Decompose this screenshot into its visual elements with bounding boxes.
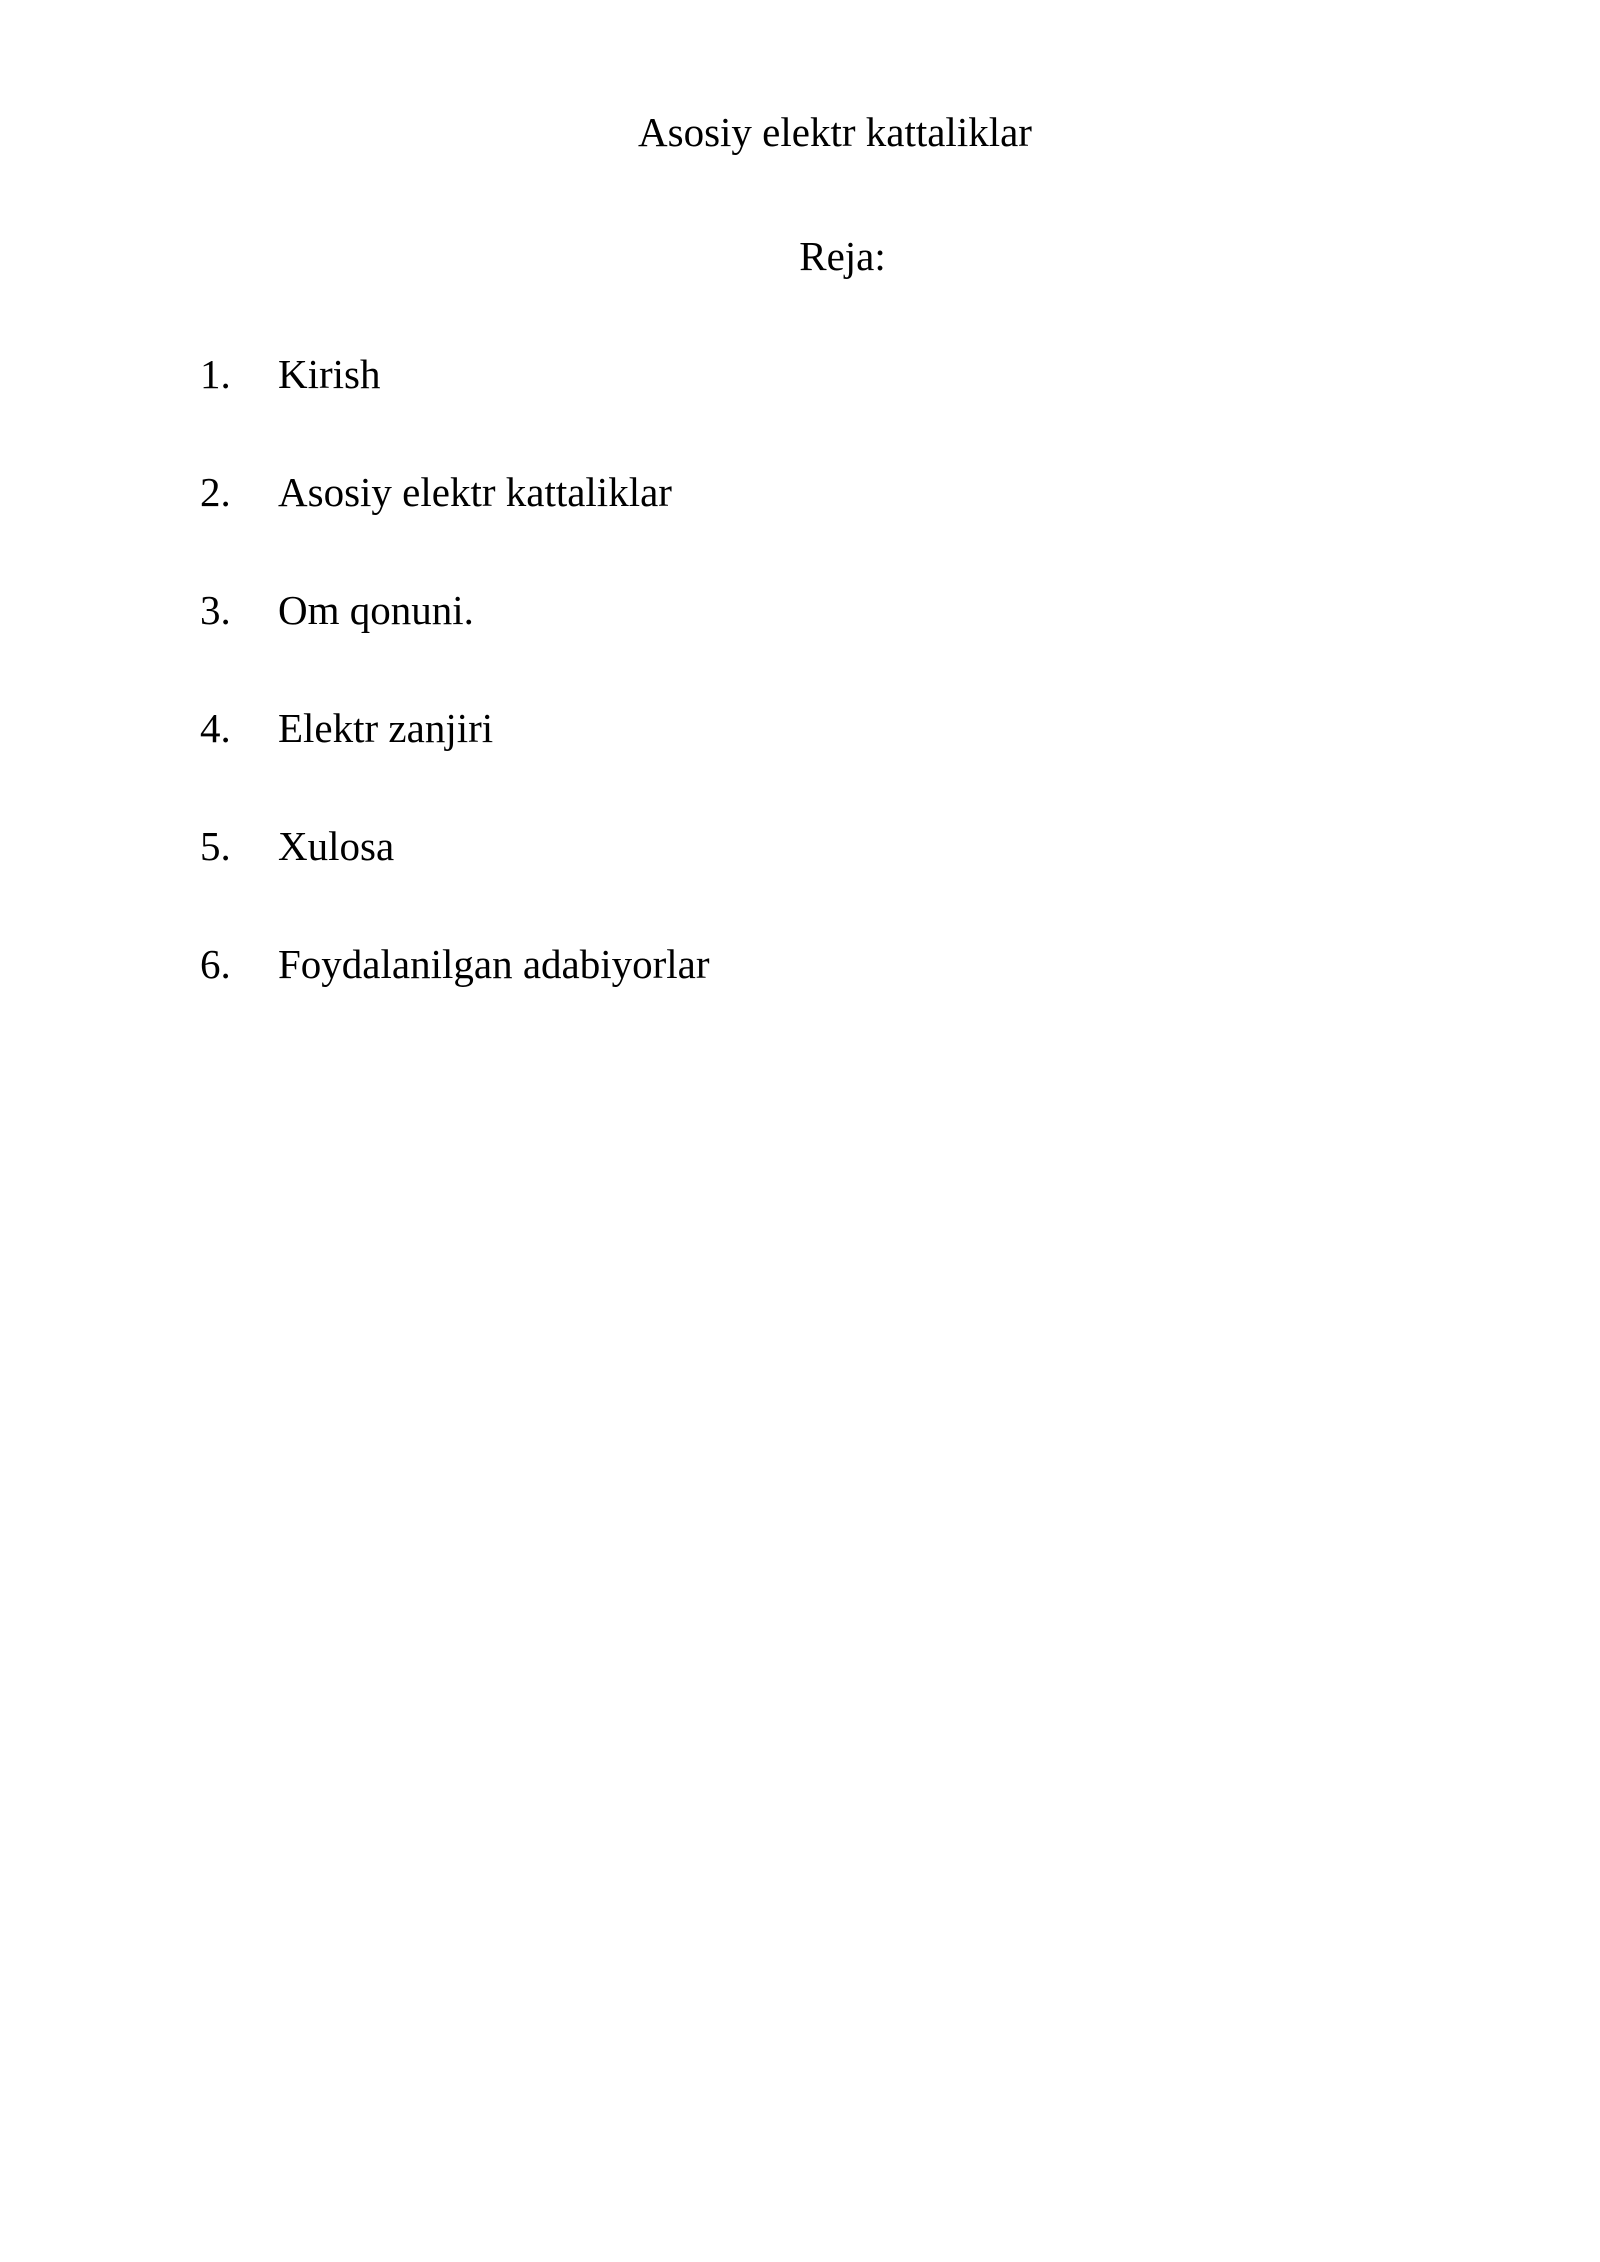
plan-list: [200, 346, 710, 1054]
plan-item: [200, 582, 710, 700]
plan-item-text: Elektr zanjiri: [278, 705, 494, 751]
plan-item-text: Foydalanilgan adabiyorlar: [278, 941, 710, 987]
plan-item-number: 6.: [200, 941, 231, 987]
plan-item: [200, 346, 710, 464]
plan-item-number: 3.: [200, 587, 231, 633]
plan-item-number: 4.: [200, 705, 231, 751]
plan-item: [200, 464, 710, 582]
plan-item-number: 2.: [200, 469, 231, 515]
plan-item-text: Asosiy elektr kattaliklar: [278, 469, 672, 515]
plan-item: [200, 700, 710, 818]
plan-item-text: Om qonuni.: [278, 587, 474, 633]
document-title: Asosiy elektr kattaliklar: [638, 109, 1032, 155]
plan-item-number: 5.: [200, 823, 231, 869]
plan-item: [200, 936, 710, 1054]
plan-heading: Reja:: [799, 233, 886, 279]
plan-item: [200, 818, 710, 936]
plan-item-text: Xulosa: [278, 823, 395, 869]
plan-item-number: 1.: [200, 351, 231, 397]
plan-item-text: Kirish: [278, 351, 381, 397]
